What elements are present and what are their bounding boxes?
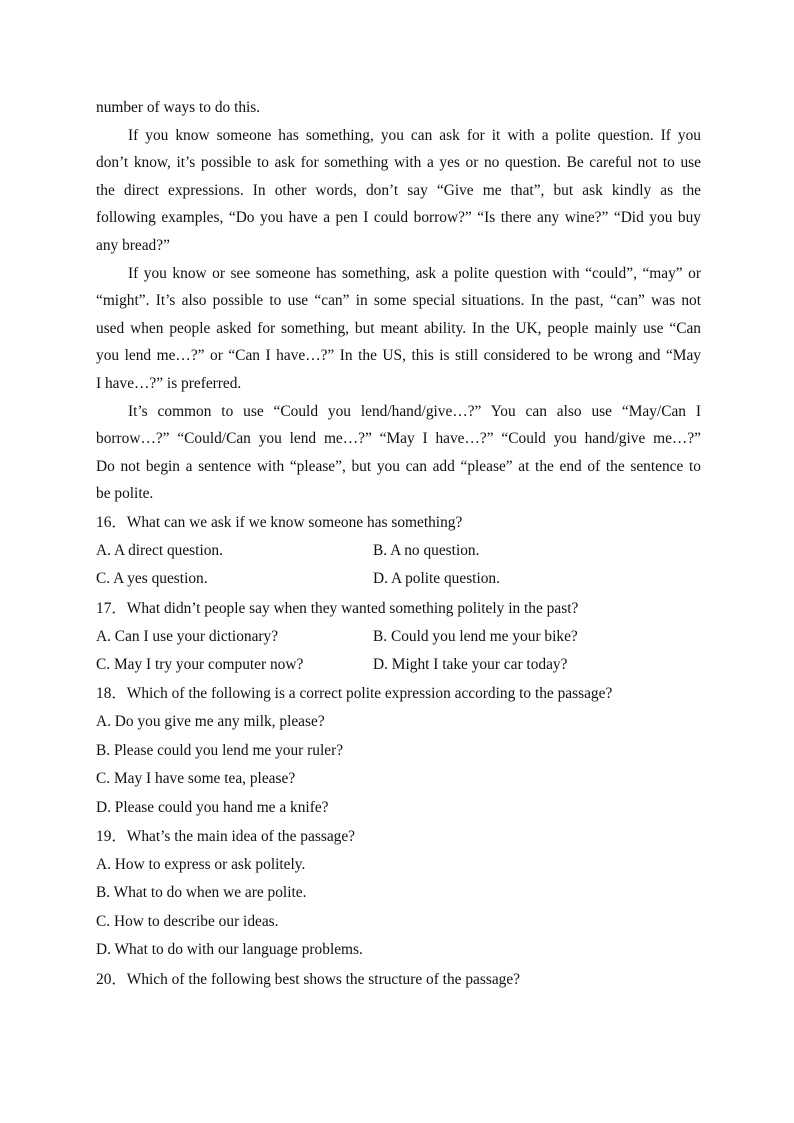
paragraph-common-expressions	[96, 398, 701, 508]
question-number: 16．	[96, 513, 127, 531]
question-stem	[96, 679, 701, 708]
question-stem	[96, 594, 701, 623]
question-number: 18．	[96, 685, 127, 703]
passage-line: If you know someone has something, you can ask for it with a polite question. If you	[128, 126, 701, 144]
question-16	[96, 508, 701, 594]
option-row	[96, 537, 701, 565]
option-b: B. Could you lend me your bike?	[373, 627, 578, 645]
question-text: Which of the following is a correct polite expression according to the passage?	[126, 685, 613, 703]
passage-line: following examples, “Do you have a pen I could borrow?” “Is there any wine?” “Did you buy	[96, 209, 701, 227]
option-a: A. Do you give me any milk, please?	[96, 713, 325, 731]
option-d: D. Please could you hand me a knife?	[96, 798, 329, 816]
passage-line: If you know or see someone has something, ask a polite question with “could”, “may” or	[128, 264, 701, 282]
option-d: D. What to do with our language problems.	[96, 941, 363, 959]
paragraph-could-may-might	[96, 260, 701, 398]
option-c: C. A yes question.	[96, 570, 208, 588]
passage-line: the direct expressions. In other words, don’t say “Give me that”, but ask kindly as the	[96, 181, 701, 199]
document-page	[96, 94, 701, 994]
passage-line: “might”. It’s also possible to use “can” in some special situations. In the past, “can” was not	[96, 292, 701, 310]
question-text: What’s the main idea of the passage?	[126, 828, 356, 846]
option-b: B. Please could you lend me your ruler?	[96, 741, 344, 759]
question-17	[96, 594, 701, 680]
question-stem	[96, 965, 701, 994]
option-c: C. How to describe our ideas.	[96, 912, 279, 930]
option-row	[96, 565, 701, 593]
passage-line: don’t know, it’s possible to ask for something with a yes or no question. Be careful not to use	[96, 154, 701, 172]
option-d: D. A polite question.	[373, 570, 500, 588]
question-text: What can we ask if we know someone has something?	[126, 513, 463, 531]
option-c: C. May I try your computer now?	[96, 656, 304, 674]
option-a: A. Can I use your dictionary?	[96, 627, 279, 645]
passage	[96, 94, 701, 508]
question-19	[96, 822, 701, 965]
option-b: B. What to do when we are polite.	[96, 884, 307, 902]
question-18	[96, 679, 701, 822]
question-stem	[96, 822, 701, 851]
option-row	[96, 623, 701, 651]
option-a: A. How to express or ask politely.	[96, 856, 306, 874]
option-d: D. Might I take your car today?	[373, 656, 568, 674]
option-a: A. A direct question.	[96, 541, 223, 559]
option-row	[96, 651, 701, 679]
passage-line: any bread?”	[96, 236, 170, 254]
question-number: 17．	[96, 599, 127, 617]
paragraph-polite-question	[96, 122, 701, 260]
passage-line: used when people asked for something, but meant ability. In the UK, people mainly use “Can	[96, 319, 701, 337]
option-b: B. A no question.	[373, 541, 480, 559]
question-text: Which of the following best shows the structure of the passage?	[126, 970, 521, 988]
option-c: C. May I have some tea, please?	[96, 770, 296, 788]
passage-line: be polite.	[96, 485, 154, 503]
passage-line: borrow…?” “Could/Can you lend me…?” “May I have…?” “Could you hand/give me…?”	[96, 430, 701, 448]
passage-line: Do not begin a sentence with “please”, but you can add “please” at the end of the sentence to	[96, 457, 701, 475]
passage-line: It’s common to use “Could you lend/hand/give…?” You can also use “May/Can I	[128, 402, 701, 420]
passage-line: number of ways to do this.	[96, 99, 261, 116]
question-20	[96, 965, 701, 994]
passage-line: you lend me…?” or “Can I have…?” In the US, this is still considered to be wrong and “May	[96, 347, 701, 365]
question-number: 20．	[96, 970, 127, 988]
question-text: What didn’t people say when they wanted something politely in the past?	[126, 599, 579, 617]
question-number: 19．	[96, 828, 127, 846]
passage-line: I have…?” is preferred.	[96, 374, 242, 392]
question-stem	[96, 508, 701, 537]
